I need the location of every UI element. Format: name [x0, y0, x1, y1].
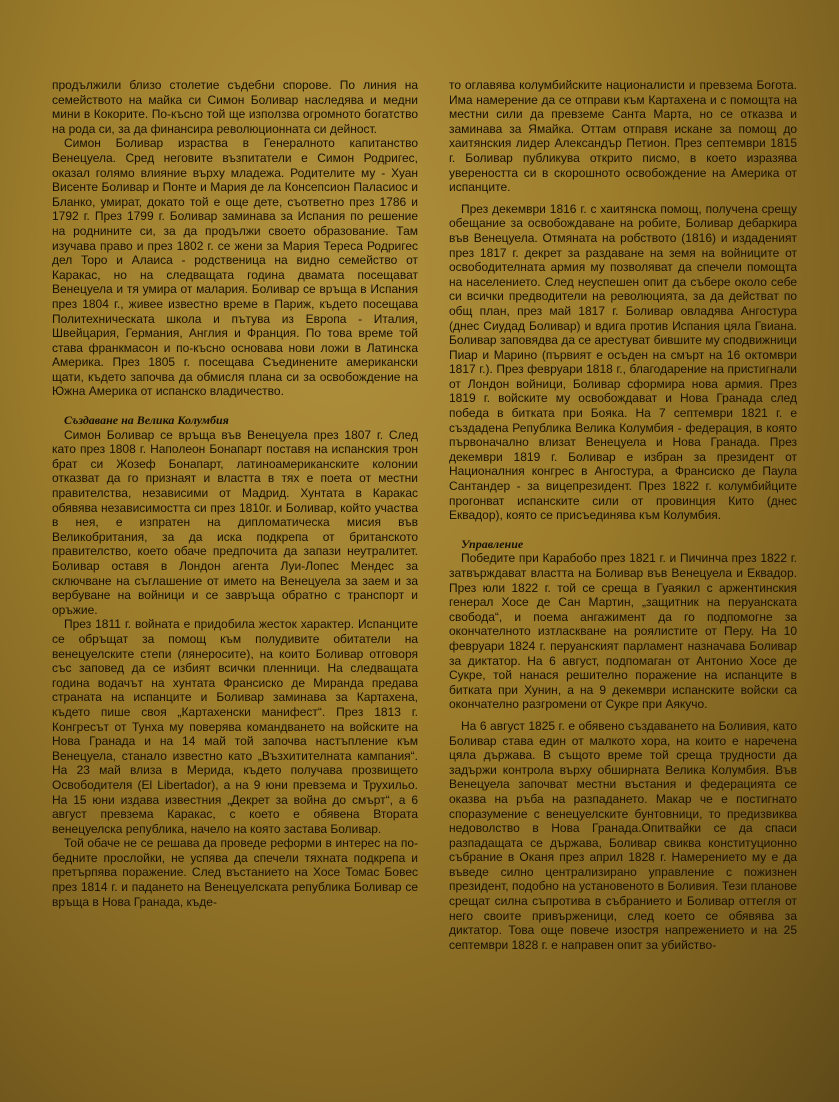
body-paragraph: Той обаче не се решава да проведе реформи в интерес на по-бедните прослойки, не успява да спечели тяхната подкрепа и претърпява поражение. След въстанието на Хосе Томас Бовес през 1814 г. и падането на Венецуелската република Боливар се връща в Нова Гранада, къде- — [52, 836, 418, 909]
body-paragraph: то оглавява колумбийските националисти и превзема Богота. Има намерение да се отправи към Картахена и с помощта на местни сили да превземе Санта Марта, но се отказва и заминава за Ямайка. Оттам отправя искане за помощ до хаитянския лидер Александър Петион. През септември 1815 г. Боливар публикува открито писмо, в което изразява увереността си в скорошното освобождение на Америка от испанците. — [449, 78, 797, 195]
body-paragraph: През 1811 г. войната е придобила жесток характер. Испанците се обръщат за помощ към полудивите обитатели на венецуелските степи (лянеросите), на които Боливар отговоря със заповед да се избият всички пленници. На следващата година водачът на хунтата Франсиско де Миранда предава страната на испанците и Боливар заминава за Картахена, където пише своя „Картахенски манифест“. През 1813 г. Конгресът от Тунха му поверява командването на войските на Нова Гранада и на 14 май той започва настъпление към Венецуела, станало известно като „Възхитителната кампания“. На 23 май влиза в Мерида, където получава прозвището Освободителя (El Libertador), а на 9 юни превзема и Трухильо. На 15 юни издава известния „Декрет за война до смърт“, а 6 август превзема Каракас, с което е обявена Втората венецуелска република, начело на която застава Боливар. — [52, 617, 418, 836]
body-paragraph: На 6 август 1825 г. е обявено създаването на Боливия, като Боливар става един от малкото хора, на които е наречена цяла държава. В същото време той среща трудности да задържи контрола върху обширната Велика Колумбия. Във Венецуела започват местни въстания и федерацията се оказва на ръба на разпадането. Макар че е постигнато споразумение с венецуелските бунтовници, то предизвиква недоволство в Нова Гранада.Опитвайки се да спаси разпадащата се държава, Боливар свиква конституционно събрание в Оканя през април 1828 г. Намерението му е да въведе силно централизирано управление с пожизнен президент, подобно на установеното в Боливия. Тези планове срещат силна съпротива в събранието и Боливар оттегля от него своите привърженици, след което се обявява за диктатор. Това още повече изостря напрежението и на 25 септември 1828 г. е направен опит за убийство- — [449, 718, 797, 952]
body-paragraph: продължили близо столетие съдебни спорове. По линия на семейството на майка си Симон Боливар наследява и медни мини в Кокорите. По-късно той ще използва огромното богатство на рода си, за да финансира революционната си дейност. — [52, 78, 418, 136]
body-paragraph: Победите при Карабобо през 1821 г. и Пичинча през 1822 г. затвърждават властта на Боливар във Венецуела и Еквадор. През юли 1822 г. той се среща в Гуаякил с аржентинския генерал Хосе де Сан Мартин, „защитник на перуанската свобода“, и поема ангажимент да го подпомогне за окончателното изтласкване на роялистите от Перу. На 10 февруари 1824 г. перуанският парламент назначава Боливар за диктатор. На 6 август, подпомаган от Антонио Хосе де Сукре, той нанася решително поражение на испанците в битката при Хунин, а на 9 декември испанските войски са окончателно разгромени от Сукре при Аякучо. — [449, 551, 797, 712]
body-paragraph: Симон Боливар се връща във Венецуела през 1807 г. След като през 1808 г. Наполеон Бонапарт поставя на испанския трон брат си Жозеф Бонапарт, латиноамериканските колонии отказват да го признаят и властта в тях е поета от местни правителства, независими от Мадрид. Хунтата в Каракас обявява независимостта си през 1810г. и Боливар, който участва в нея, е изпратен на дипломатическа мисия във Великобритания, за да иска подкрепа от британското правителство, което обаче предпочита да запази неутралитет. Боливар оставя в Лондон агента Луи-Лопес Мендес за сключване на съглашение от името на Венецуела за заем и за вербуване на войници и се завръща обратно с транспорт и оръжие. — [52, 427, 418, 617]
section-heading: Управление — [461, 536, 524, 551]
left-column — [52, 78, 418, 909]
body-paragraph: През декември 1816 г. с хаитянска помощ, получена срещу обещание за освобождаване на робите, Боливар дебаркира във Венецуела. Отмяната на робството (1816) и издаденият през 1817 г. декрет за раздаване на земя на войниците от освободителната армия му позволяват да спечели помощта на населението. След неуспешен опит да събере около себе си всички предводители на революцията, за да действат по общ план, през май 1817 г. Боливар овладява Ангостура (днес Сиудад Боливар) и вдига против Испания цяла Гвиана. Боливар заповядва да се арестуват бившите му сподвижници Пиар и Марино (първият е осъден на смърт на 16 октомври 1817 г.). През февруари 1818 г., благодарение на пристигнали от Лондон войници, Боливар сформира нова армия. През 1819 г. войските му освобождават и Нова Гранада след победа в битката при Бояка. На 7 септември 1821 г. е създадена Република Велика Колумбия - федерация, в която първоначално влизат Венецуела и Нова Гранада. През декември 1819 г. Боливар е избран за президент от Националния конгрес в Ангостура, а Франсиско де Паула Сантандер - за вицепрезидент. През 1822 г. колумбийците прогонват испанските сили от провинция Кито (днес Еквадор), която се присъединява към Колумбия. — [449, 201, 797, 523]
right-column — [449, 78, 797, 952]
section-heading: Създаване на Велика Колумбия — [64, 413, 229, 428]
body-paragraph: Симон Боливар израства в Генералното капитанство Венецуела. Сред неговите възпитатели е Симон Родригес, оказал голямо влияние върху младежа. Родителите му - Хуан Висенте Боливар и Понте и Мария де ла Консепсион Паласиос и Бланко, умират, докато той е още дете, съответно през 1786 и 1792 г. През 1799 г. Боливар заминава за Испания по решение на роднините си, за да продължи своето образование. Там изучава право и през 1802 г. се жени за Мария Тереса Родригес дел Торо и Алаиса - родственица на видно семейство от Каракас, но на следващата година двамата посещават Венецуела и тя умира от малария. Боливар се връща в Испания през 1804 г., живее известно време в Париж, където посещава Политехническата школа и пътува из Европа - Италия, Швейцария, Германия, Англия и Франция. По това време той става франкмасон и по-късно основава нови ложи в Латинска Америка. През 1805 г. посещава Съединените американски щати, където започва да обмисля плана си за освобождение на Южна Америка от испанско владичество. — [52, 136, 418, 399]
